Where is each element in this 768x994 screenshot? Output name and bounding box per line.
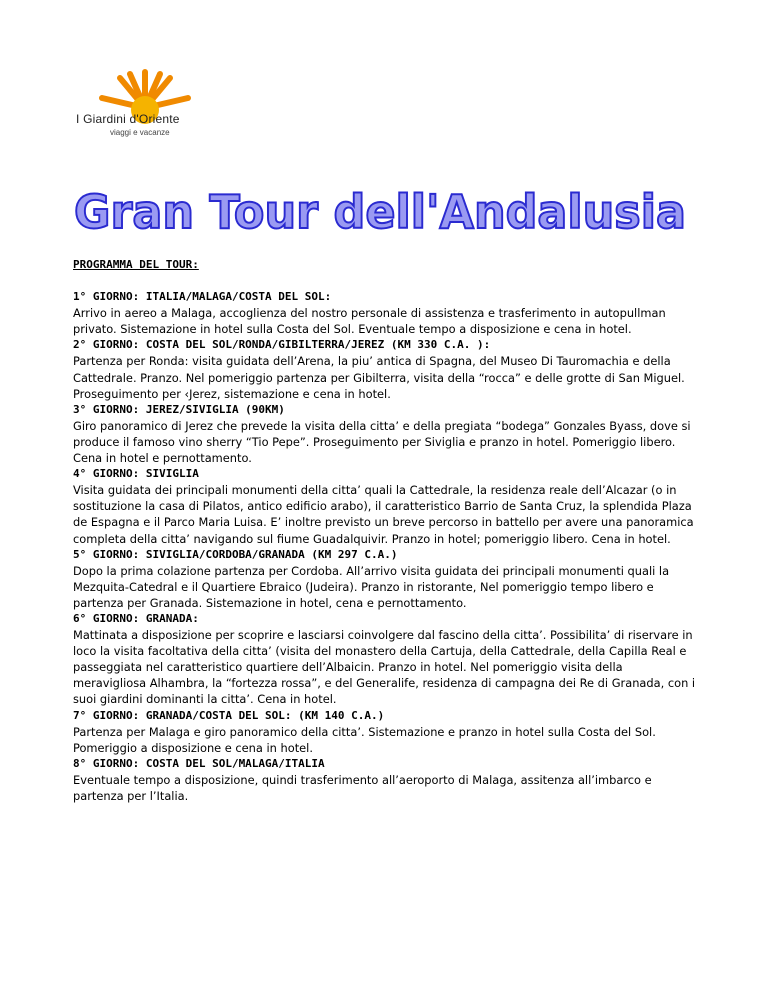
day-2: [73, 337, 698, 401]
day-description: Visita guidata dei principali monumenti della citta’ quali la Cattedrale, la residenza reale dell’Alcazar (o in sostituzione la casa di Pilatos, antico edificio arabo), il caratteristico Barrio de Santa Cruz, la splendida Plaza de Espagna e il Parco Maria Luisa. E’ inoltre previsto un breve percorso in battello per avere una panoramica completa della citta’ navigando sul fiume Guadalquivir. Pranzo in hotel; pomeriggio libero. Cena in hotel.: [73, 483, 694, 546]
day-description: Partenza per Malaga e giro panoramico della citta’. Sistemazione e pranzo in hotel sulla Costa del Sol. Pomeriggio a disposizione e cena in hotel.: [73, 724, 656, 755]
day-description: Partenza per Ronda: visita guidata dell’Arena, la piu’ antica di Spagna, del Museo Di Tauromachia e della Cattedrale. Pranzo. Nel pomeriggio partenza per Gibilterra, visita della “rocca” e delle grotte di San Miguel. Proseguimento per ‹Jerez, sistemazione e cena in hotel.: [73, 354, 685, 401]
day-description: Arrivo in aereo a Malaga, accoglienza del nostro personale di assistenza e trasferimento in autopullman privato. Sistemazione in hotel sulla Costa del Sol. Eventuale tempo a disposizione e cena in hotel.: [73, 306, 666, 337]
day-description: Mattinata a disposizione per scoprire e lasciarsi coinvolgere dal fascino della citta’. Possibilita’ di riservare in loco la visita facoltativa della citta’ (visita del monastero della Cartuja, della Cattedrale, della Capilla Real e passeggiata nel caratteristico quartiere dell’Albaicin. Pranzo in hotel. Nel pomeriggio visita della meravigliosa Alhambra, la “fortezza rossa”, e del Generalife, residenza di campagna dei Re di Granada, con i suoi giardini dominanti la citta’. Cena in hotel.: [73, 628, 696, 707]
day-title: 7° GIORNO: GRANADA/COSTA DEL SOL: (KM 140 C.A.): [73, 708, 385, 722]
logo-brand: I Giardini d'Oriente: [76, 112, 180, 126]
day-description: Dopo la prima colazione partenza per Cordoba. All’arrivo visita guidata dei principali monumenti quali la Mezquita-Catedral e il Quartiere Ebraico (Judeira). Pranzo in ristorante, Nel pomeriggio tempo libero e partenza per Granada. Sistemazione in hotel, cena e pernottamento.: [73, 563, 670, 610]
day-description: Eventuale tempo a disposizione, quindi trasferimento all’aeroporto di Malaga, assitenza all’imbarco e partenza per l’Italia.: [73, 772, 652, 803]
company-logo: [70, 68, 220, 148]
day-4: [73, 466, 698, 546]
day-title: 2° GIORNO: COSTA DEL SOL/RONDA/GIBILTERRA/JEREZ (KM 330 C.A. ):: [73, 338, 491, 352]
logo-tagline: viaggi e vacanze: [110, 128, 170, 137]
day-8: [73, 756, 698, 804]
tour-program: [73, 257, 698, 804]
day-1: [73, 289, 698, 337]
day-title: 6° GIORNO: GRANADA:: [73, 611, 199, 625]
day-6: [73, 611, 698, 708]
day-description: Giro panoramico di Jerez che prevede la visita della citta’ e della pregiata “bodega” Gonzales Byass, dove si produce il famoso vino sherry “Tio Pepe”. Proseguimento per Siviglia e pranzo in hotel. Pomeriggio libero. Cena in hotel e pernottamento.: [73, 418, 691, 466]
day-title: 1° GIORNO: ITALIA/MALAGA/COSTA DEL SOL:: [73, 290, 332, 304]
day-7: [73, 708, 698, 756]
day-title: 3° GIORNO: JEREZ/SIVIGLIA (90KM): [73, 402, 285, 416]
day-title: 8° GIORNO: COSTA DEL SOL/MALAGA/ITALIA: [73, 756, 325, 770]
day-title: 4° GIORNO: SIVIGLIA: [73, 467, 199, 481]
day-3: [73, 402, 698, 466]
day-5: [73, 547, 698, 611]
title-text: Gran Tour dell'Andalusia: [74, 185, 686, 239]
page-title: [70, 178, 690, 240]
day-title: 5° GIORNO: SIVIGLIA/CORDOBA/GRANADA (KM 297 C.A.): [73, 547, 398, 561]
program-heading: PROGRAMMA DEL TOUR:: [73, 258, 199, 271]
